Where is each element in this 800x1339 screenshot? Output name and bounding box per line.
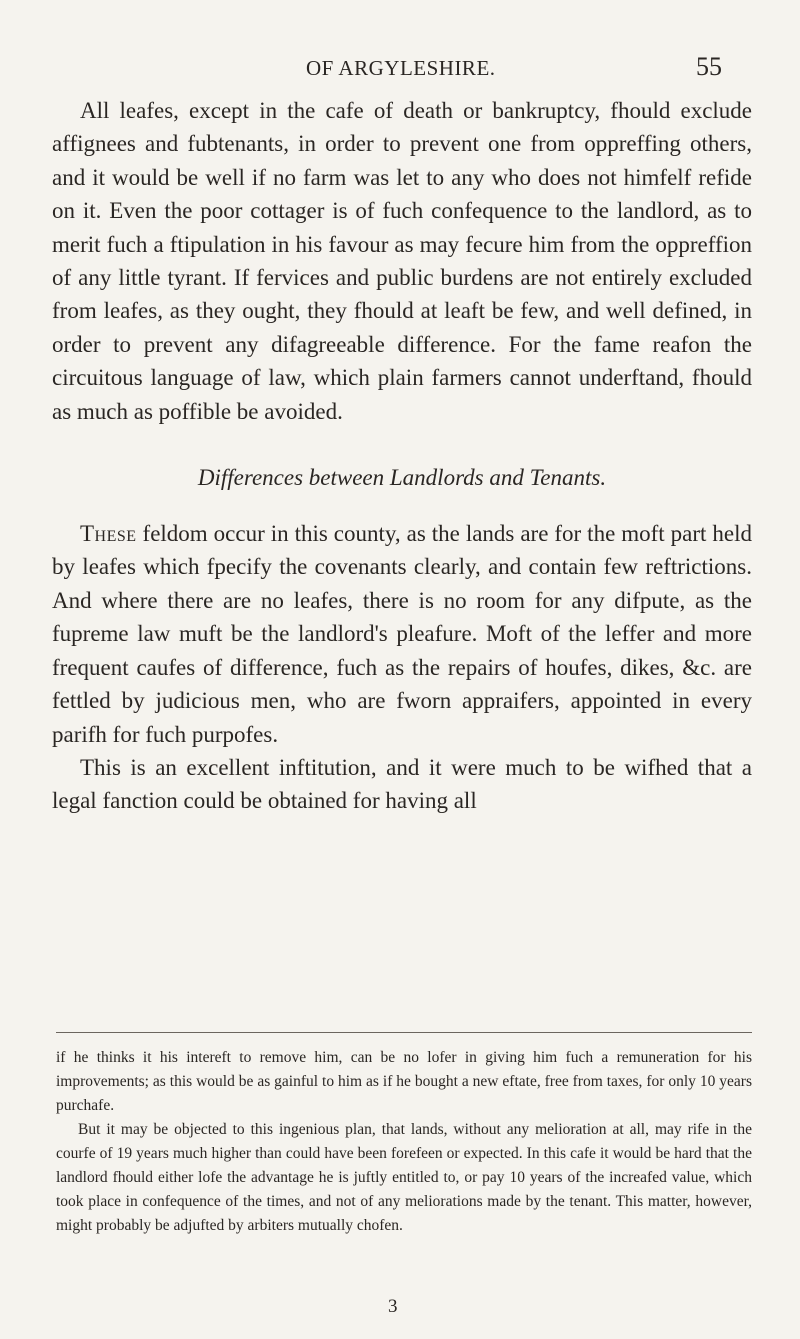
footnote-paragraph-2: But it may be objected to this ingenious plan, that lands, without any melioration at all, may rife in the courfe of 19 years much higher than could have been forefeen or expected. In this cafe it would be hard that the landlord fhould either lofe the advantage he is juftly entitled to, or pay 10 years of the increafed value, which took place in confequence of the times, and not of any meliorations made by the tenant. This matter, however, might probably be adjufted by arbiters mutually chofen. — [56, 1121, 752, 1234]
paragraph-differences-text: feldom occur in this county, as the lands are for the moft part held by leafes which fpecify the covenants clearly, and contain few reftrictions. And where there are no leafes, there is no room for any difpute, as the fupreme law muft be the landlord's pleafure. Moft of the leffer and more frequent caufes of difference, fuch as the repairs of houfes, dikes, &c. are fettled by judicious men, who are fworn appraifers, appointed in every parifh for fuch purpofes. — [52, 521, 752, 747]
footnote-divider — [56, 1032, 752, 1033]
paragraph-lead-word: These — [80, 521, 137, 547]
paragraph-leases: All leafes, except in the cafe of death or bankruptcy, fhould exclude affignees and fubtenants, in order to prevent one from oppreffing others, and it would be well if no farm was let to any who does not himfelf refide on it. Even the poor cottager is of fuch confequence to the landlord, as to merit fuch a ftipulation in his favour as may fecure him from the oppreffion of any little tyrant. If fervices and public burdens are not entirely excluded from leafes, as they ought, they fhould at leaft be few, and well defined, in order to prevent any difagreeable difference. For the fame reafon the circuitous language of law, which plain farmers cannot underftand, fhould as much as poffible be avoided. — [52, 98, 752, 424]
section-title: Differences between Landlords and Tenants. — [197, 465, 607, 491]
footnote — [56, 1046, 752, 1238]
page-header — [0, 52, 800, 92]
page-number: 55 — [696, 52, 722, 81]
paragraph-institution: This is an excellent inftitution, and it were much to be wifhed that a legal fanction could be obtained for having all — [52, 754, 752, 814]
main-text — [52, 94, 752, 818]
signature-mark: 3 — [388, 1296, 398, 1317]
footnote-paragraph-1: if he thinks it his intereft to remove him, can be no lofer in giving him fuch a remuneration for his improvements; as this would be as gainful to him as if he bought a new eftate, free from taxes, for only 10 years purchafe. — [56, 1049, 752, 1114]
running-head: OF ARGYLESHIRE. — [306, 56, 496, 80]
paragraph-differences — [52, 517, 752, 751]
